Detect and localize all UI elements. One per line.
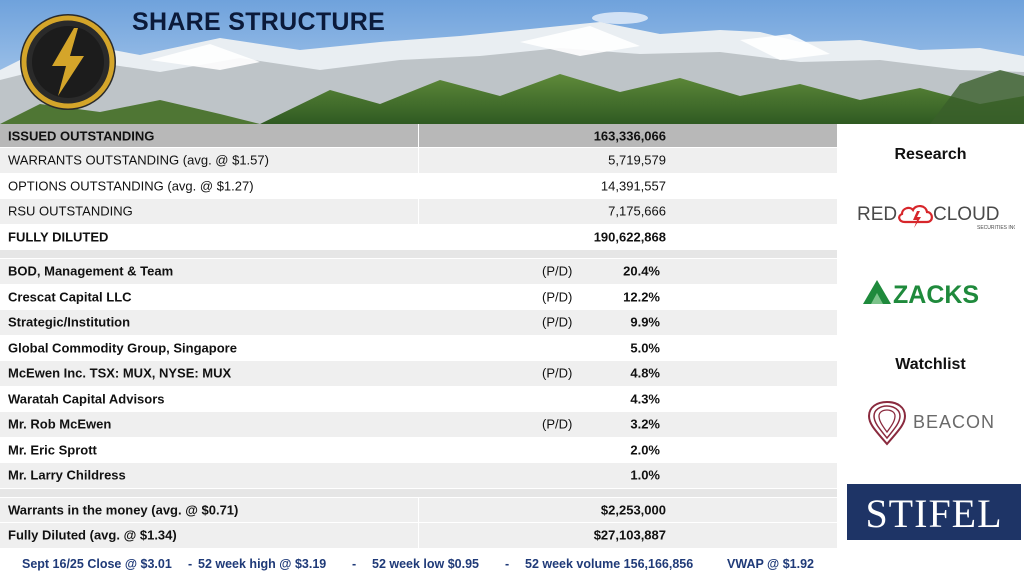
redcloud-sub-text: SECURITIES INC.: [977, 225, 1015, 231]
holder-name: McEwen Inc. TSX: MUX, NYSE: MUX: [8, 365, 232, 381]
holder-basis: (P/D): [542, 314, 573, 330]
separator: -: [352, 557, 357, 571]
row-value: 190,622,868: [593, 229, 666, 245]
watchlist-heading: Watchlist: [895, 356, 966, 373]
market-stats-footer: [0, 554, 837, 576]
row-label: RSU OUTSTANDING: [8, 203, 133, 219]
table-row: [0, 336, 837, 362]
table-row: [0, 259, 837, 285]
vwap: VWAP @ $1.92: [727, 557, 814, 571]
holder-name: Mr. Larry Childress: [8, 467, 126, 483]
row-label: WARRANTS OUTSTANDING (avg. @ $1.57): [8, 152, 269, 168]
redcloud-logo: [855, 196, 1015, 236]
coverage-panel: [837, 124, 1024, 576]
row-value: 163,336,066: [593, 128, 666, 143]
holder-percent: 2.0%: [630, 442, 660, 458]
week-volume: 52 week volume 156,166,856: [525, 557, 694, 571]
page-title: SHARE STRUCTURE: [132, 8, 386, 36]
redcloud-cloud-text: CLOUD: [933, 204, 1000, 225]
holder-name: Crescat Capital LLC: [8, 289, 132, 305]
holder-name: Strategic/Institution: [8, 314, 131, 330]
company-logo: [18, 12, 118, 112]
row-value: 7,175,666: [608, 203, 666, 219]
stifel-text: STIFEL: [865, 491, 1003, 536]
row-label: FULLY DILUTED: [8, 229, 109, 245]
table-row: [0, 148, 837, 174]
holder-percent: 9.9%: [630, 314, 660, 330]
separator: -: [188, 557, 193, 571]
holder-percent: 5.0%: [630, 340, 660, 356]
holder-name: Mr. Rob McEwen: [8, 416, 112, 432]
holder-percent: 3.2%: [630, 416, 660, 432]
separator: -: [505, 557, 510, 571]
table-spacer: [0, 250, 837, 259]
table-row: [0, 199, 837, 225]
holder-percent: 1.0%: [630, 467, 660, 483]
row-value: $27,103,887: [593, 527, 666, 543]
redcloud-red-text: RED: [857, 204, 898, 225]
beacon-text: BEACON: [913, 412, 996, 432]
holder-name: Mr. Eric Sprott: [8, 442, 97, 458]
beacon-pin-icon: [865, 400, 1005, 446]
table-row: [0, 498, 837, 524]
table-row: [0, 285, 837, 311]
holder-basis: (P/D): [542, 365, 573, 381]
holder-basis: (P/D): [542, 416, 573, 432]
table-row: [0, 124, 837, 148]
table-row: [0, 387, 837, 413]
table-row: [0, 438, 837, 464]
table-row: [0, 463, 837, 489]
row-value: 14,391,557: [600, 178, 666, 194]
lightning-bolt-icon: [18, 12, 118, 112]
close-price: Sept 16/25 Close @ $3.01: [22, 557, 172, 571]
research-heading: Research: [894, 146, 967, 163]
row-label: Warrants in the money (avg. @ $0.71): [8, 502, 239, 518]
week-high: 52 week high @ $3.19: [198, 557, 327, 571]
holder-basis: (P/D): [542, 263, 573, 279]
row-value: 5,719,579: [608, 152, 666, 168]
table-row: [0, 361, 837, 387]
holder-percent: 4.3%: [630, 391, 660, 407]
holder-percent: 12.2%: [623, 289, 660, 305]
holder-name: BOD, Management & Team: [8, 263, 174, 279]
holder-percent: 20.4%: [623, 263, 660, 279]
table-row: [0, 412, 837, 438]
holder-basis: (P/D): [542, 289, 573, 305]
table-row: [0, 174, 837, 200]
row-label: ISSUED OUTSTANDING: [8, 128, 155, 143]
stifel-logo: [847, 484, 1021, 540]
table-row: [0, 310, 837, 336]
table-row: [0, 523, 837, 549]
zacks-text: ZACKS: [893, 281, 980, 309]
holder-name: Global Commodity Group, Singapore: [8, 340, 237, 356]
zacks-logo: [859, 276, 999, 310]
redcloud-cloud-icon: [855, 196, 1015, 236]
table-spacer: [0, 489, 837, 498]
row-label: Fully Diluted (avg. @ $1.34): [8, 527, 177, 543]
zacks-triangle-icon: [859, 276, 999, 310]
row-label: OPTIONS OUTSTANDING (avg. @ $1.27): [8, 178, 254, 194]
row-value: $2,253,000: [600, 502, 666, 518]
share-structure-table: [0, 124, 837, 549]
week-low: 52 week low $0.95: [372, 557, 480, 571]
beacon-logo: [865, 400, 1005, 446]
holder-percent: 4.8%: [630, 365, 660, 381]
header-banner: [0, 0, 1024, 124]
holder-name: Waratah Capital Advisors: [8, 391, 165, 407]
table-row: [0, 225, 837, 251]
